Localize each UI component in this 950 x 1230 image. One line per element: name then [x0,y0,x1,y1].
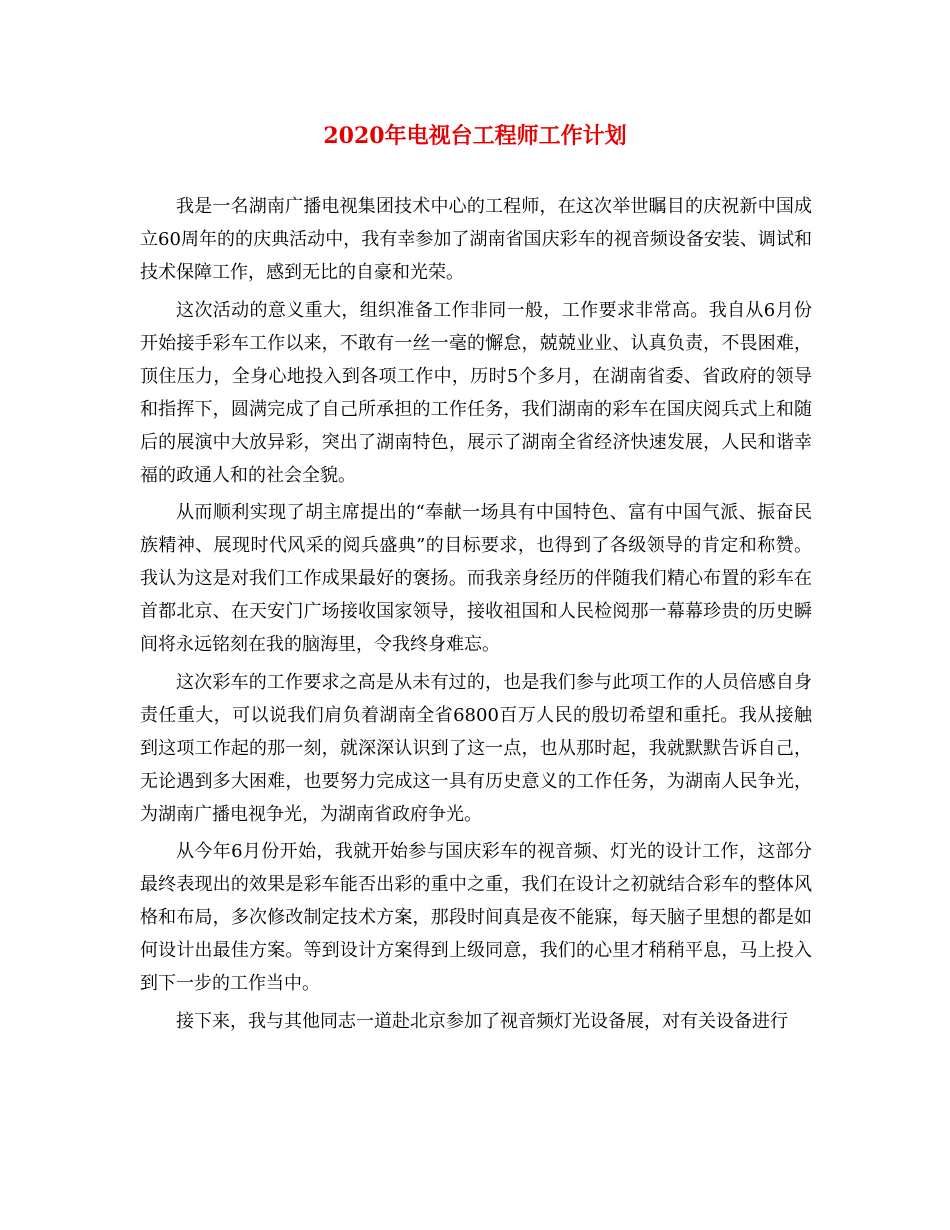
paragraph: 从而顺利实现了胡主席提出的“奉献一场具有中国特色、富有中国气派、振奋民族精神、展现时代风采的阅兵盛典”的目标要求，也得到了各级领导的肯定和称赞。我认为这是对我们工作成果最好的褒扬。而我亲身经历的伴随我们精心布置的彩车在首都北京、在天安门广场接收国家领导，接收祖国和人民检阅那一幕幕珍贵的历史瞬间将永远铭刻在我的脑海里，令我终身难忘。 [140,502,812,655]
document-title: 2020年电视台工程师工作计划 [323,123,627,149]
paragraph: 从今年6月份开始，我就开始参与国庆彩车的视音频、灯光的设计工作，这部分最终表现出的效果是彩车能否出彩的重中之重，我们在设计之初就结合彩车的整体风格和布局，多次修改制定技术方案，那段时间真是夜不能寐，每天脑子里想的都是如何设计出最佳方案。等到设计方案得到上级同意，我们的心里才稍稍平息，马上投入到下一步的工作当中。 [140,841,812,994]
paragraph: 接下来，我与其他同志一道赴北京参加了视音频灯光设备展，对有关设备进行 [176,1010,788,1032]
paragraph: 这次彩车的工作要求之高是从未有过的，也是我们参与此项工作的人员倍感自身责任重大，可以说我们肩负着湖南全省6800百万人民的殷切希望和重托。我从接触到这项工作起的那一刻，就深深认识到了这一点，也从那时起，我就默默告诉自己，无论遇到多大困难，也要努力完成这一具有历史意义的工作任务，为湖南人民争光，为湖南广播电视争光，为湖南省政府争光。 [140,671,812,825]
document-body [140,190,812,1042]
paragraph: 我是一名湖南广播电视集团技术中心的工程师，在这次举世瞩目的庆祝新中国成立60周年的的庆典活动中，我有幸参加了湖南省国庆彩车的视音频设备安装、调试和技术保障工作，感到无比的自豪和光荣。 [140,196,812,283]
paragraph: 这次活动的意义重大，组织准备工作非同一般，工作要求非常高。我自从6月份开始接手彩车工作以来，不敢有一丝一毫的懈怠，兢兢业业、认真负责，不畏困难，顶住压力，全身心地投入到各项工作中，历时5个多月，在湖南省委、省政府的领导和指挥下，圆满完成了自己所承担的工作任务，我们湖南的彩车在国庆阅兵式上和随后的展演中大放异彩，突出了湖南特色，展示了湖南全省经济快速发展，人民和谐幸福的政通人和的社会全貌。 [140,299,812,486]
